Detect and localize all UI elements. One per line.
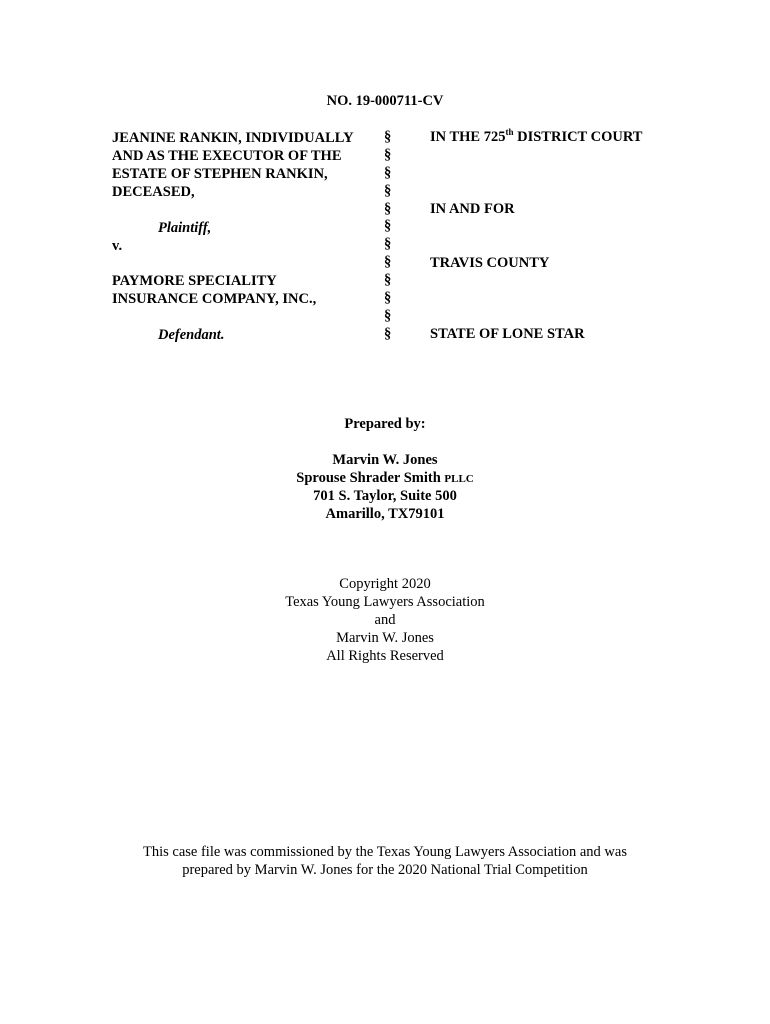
section-mark: §	[384, 129, 392, 145]
section-mark: §	[384, 164, 392, 181]
section-mark: §	[384, 236, 392, 253]
versus-label: v.	[112, 238, 123, 254]
section-mark: §	[384, 182, 392, 199]
case-caption-parties	[112, 129, 380, 201]
copyright-year: Copyright 2020	[339, 576, 431, 592]
section-mark: §	[384, 307, 392, 324]
section-mark: §	[384, 218, 392, 235]
section-mark: §	[384, 146, 392, 163]
defendant-name-line: INSURANCE COMPANY, INC.,	[112, 291, 317, 307]
address-line-1: 701 S. Taylor, Suite 500	[313, 488, 457, 504]
section-symbol-column	[384, 129, 396, 344]
section-mark: §	[384, 272, 392, 289]
section-mark: §	[384, 200, 392, 217]
plaintiff-name-line: JEANINE RANKIN, INDIVIDUALLY	[112, 130, 354, 146]
plaintiff-name-line: DECEASED,	[112, 184, 195, 200]
county-name: TRAVIS COUNTY	[430, 255, 550, 271]
defendant-name-line: PAYMORE SPECIALITY	[112, 273, 277, 289]
address-line-2: Amarillo, TX79101	[325, 506, 445, 522]
firm-name	[0, 469, 770, 488]
state-name: STATE OF LONE STAR	[430, 326, 585, 342]
section-mark: §	[384, 325, 392, 342]
section-mark: §	[384, 290, 392, 307]
defendant-name	[112, 272, 316, 308]
copyright-author: Marvin W. Jones	[336, 630, 434, 646]
commission-note-line-2: prepared by Marvin W. Jones for the 2020 National Trial Competition	[182, 862, 588, 878]
plaintiff-role: Plaintiff,	[158, 220, 212, 236]
copyright-association: Texas Young Lawyers Association	[285, 594, 485, 610]
court-prefix: IN THE 725	[430, 129, 506, 145]
court-suffix: DISTRICT COURT	[513, 129, 643, 145]
case-number: NO. 19-000711-CV	[326, 93, 444, 109]
preparer-name: Marvin W. Jones	[332, 452, 438, 468]
plaintiff-name-line: ESTATE OF STEPHEN RANKIN,	[112, 166, 328, 182]
in-and-for-label: IN AND FOR	[430, 201, 515, 217]
firm-suffix: PLLC	[444, 473, 474, 485]
court-ordinal-superscript: th	[505, 127, 514, 138]
section-mark: §	[384, 254, 392, 271]
copyright-rights: All Rights Reserved	[326, 648, 444, 664]
court-name	[430, 129, 642, 146]
plaintiff-name-line: AND AS THE EXECUTOR OF THE	[112, 148, 342, 164]
commission-note-line-1: This case file was commissioned by the Texas Young Lawyers Association and was	[143, 844, 627, 860]
firm-name-text: Sprouse Shrader Smith	[296, 470, 441, 486]
prepared-by-label: Prepared by:	[344, 416, 426, 432]
defendant-role: Defendant.	[158, 327, 225, 343]
copyright-and: and	[374, 612, 396, 628]
